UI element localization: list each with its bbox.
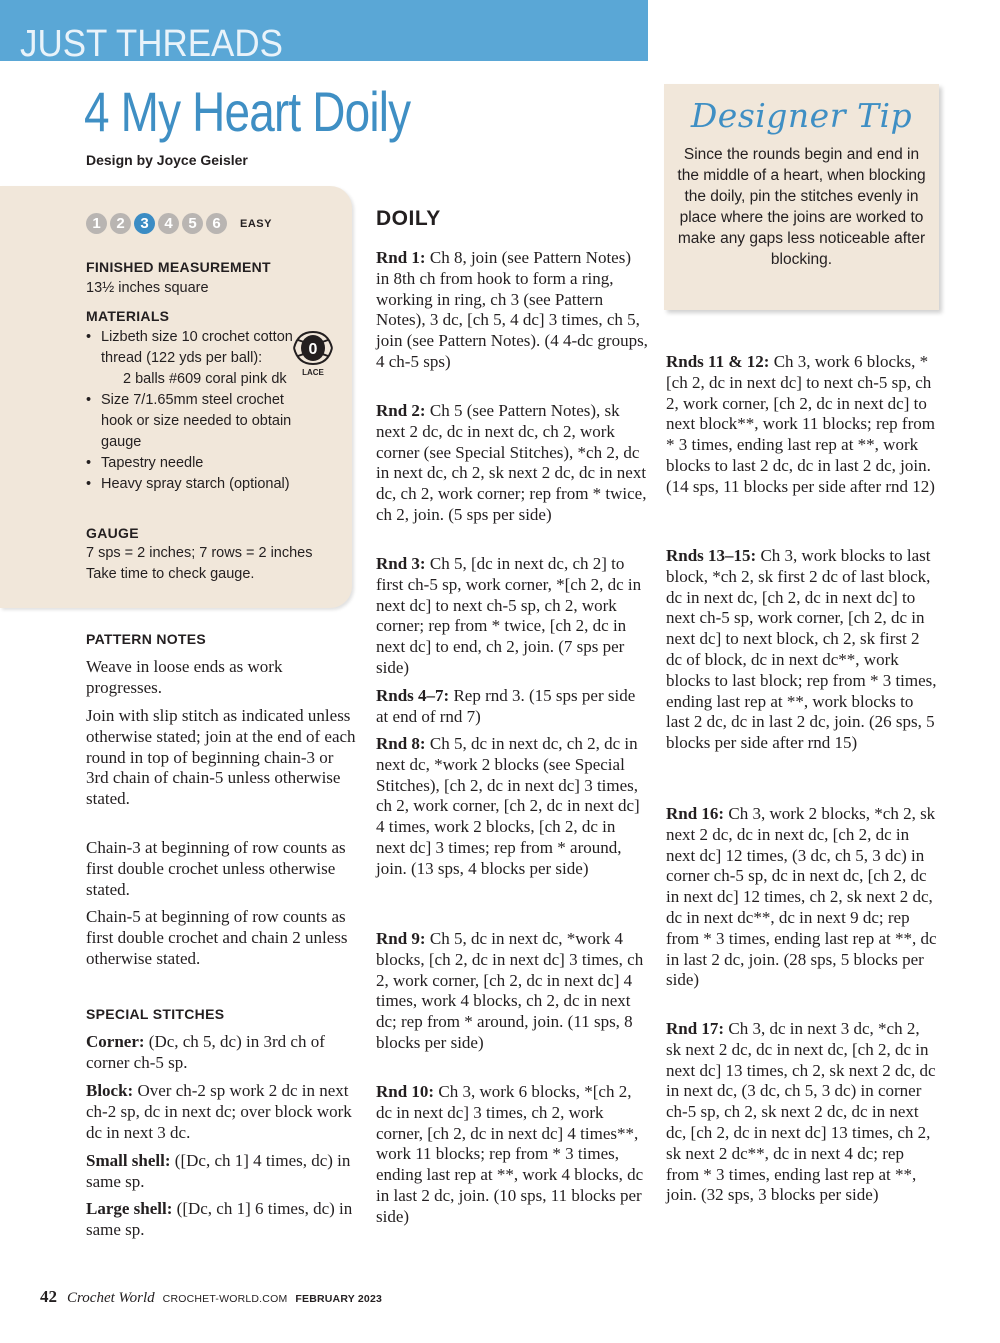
stitch-term: Block: [86, 1081, 134, 1100]
skill-level-5: 5 [182, 213, 203, 234]
stitch-def: ([Dc, ch 1] 6 times, dc) in same sp. [86, 1199, 353, 1239]
pattern-note: Weave in loose ends as work progresses. [86, 657, 283, 697]
yarn-weight-label: LACE [302, 368, 324, 377]
round-9: Rnd 9: Ch 5, dc in next dc, *work 4 blocks, [ch 2, dc in next dc] 3 times, ch 2, work corner, [ch 2, dc in next dc] 4 times, work 4 blocks, ch 2, dc in next dc; rep from * around, join. (11 sps, 8 blocks per side) [376, 929, 644, 1052]
stitch-term: Large shell: [86, 1199, 173, 1218]
stitch-def: (Dc, ch 5, dc) in 3rd ch of corner ch-5 sp. [86, 1032, 325, 1072]
magazine-name: Crochet World [67, 1290, 155, 1306]
skill-level-2: 2 [110, 213, 131, 234]
doily-heading: DOILY [376, 207, 441, 230]
special-stitches-heading: SPECIAL STITCHES [86, 1006, 225, 1022]
section-label: JUST THREADS [20, 23, 283, 65]
rounds-11-12: Rnds 11 & 12: Ch 3, work 6 blocks, *[ch 2, dc in next dc] to next ch-5 sp, ch 2, work corner, [ch 2, dc in next dc] to next block**, work 11 blocks; rep from * 3 times, ending last rep at **, work blocks to last 2 dc, dc in last 2 dc, join. (14 sps, 11 blocks per side after rnd 12) [666, 352, 935, 496]
designer-tip-text: Since the rounds begin and end in the middle of a heart, when blocking the doily, pin the stitches evenly in place where the joins are worked to make any gaps less noticeable after blocking. [677, 146, 926, 268]
finished-measurement-value: 13½ inches square [86, 280, 209, 296]
round-10: Rnd 10: Ch 3, work 6 blocks, *[ch 2, dc in next dc] 3 times, ch 2, work corner, [ch 2, dc in next dc] 4 times**, work 11 blocks; rep from * 3 times, ending last rep at **, work 4 blocks, dc in last 2 dc, join. (10 sps, 11 blocks per side) [376, 1082, 644, 1226]
skill-label: EASY [240, 217, 272, 230]
special-stitch-block [86, 1081, 358, 1143]
page-title: 4 My Heart Doily [84, 80, 411, 143]
round-16: Rnd 16: Ch 3, work 2 blocks, *ch 2, sk next 2 dc, dc in next dc, [ch 2, dc in next dc] 12 times, (3 dc, ch 5, 3 dc) in corner ch-5 sp, dc in next dc, [ch 2, dc in next dc] 12 times, ch 2, sk next 2 dc, dc in next dc**, dc in next 9 dc; rep from * 3 times, ending last rep at **, dc in last 2 dc, join. (28 sps, 5 blocks per side) [666, 804, 937, 990]
gauge-line-1: 7 sps = 2 inches; 7 rows = 2 inches [86, 545, 313, 561]
materials-heading: MATERIALS [86, 308, 170, 324]
stitch-def: ([Dc, ch 1] 4 times, dc) in same sp. [86, 1151, 351, 1191]
designer-tip-box [664, 84, 939, 310]
rounds-4-7: Rnds 4–7: Rep rnd 3. (15 sps per side at end of rnd 7) [376, 686, 636, 726]
round-8: Rnd 8: Ch 5, dc in next dc, ch 2, dc in next dc, *work 2 blocks (see Special Stitches), [ch 2, dc in next dc] 3 times, ch 2, work corner, [ch 2, dc in next dc] 4 times, work 2 blocks, [ch 2, dc in next dc] 3 times; rep from * around, join. (13 sps, 4 blocks per side) [376, 734, 640, 878]
special-stitch-small-shell [86, 1151, 358, 1193]
pattern-note: Join with slip stitch as indicated unless otherwise stated; join at the end of each round in top of beginning chain-3 or 3rd chain of chain-5 unless otherwise stated. [86, 706, 356, 809]
special-stitch-corner [86, 1032, 358, 1074]
yarn-weight-lace-icon [290, 328, 336, 378]
page-number: 42 [40, 1287, 57, 1306]
round-2: Rnd 2: Ch 5 (see Pattern Notes), sk next 2 dc, dc in next dc, ch 2, work corner (see Special Stitches), *ch 2, dc in next dc, ch 2, sk next 2 dc, dc in next dc, ch 2, work corner; rep from * twice, ch 2, join. (5 sps per side) [376, 401, 647, 524]
stitch-term: Corner: [86, 1032, 145, 1051]
footer [40, 1287, 382, 1307]
gauge-heading: GAUGE [86, 525, 139, 541]
skill-level-6: 6 [206, 213, 227, 234]
stitch-def: Over ch-2 sp work 2 dc in next ch-2 sp, dc in next dc; over block work dc in next 3 dc. [86, 1081, 352, 1142]
skill-level-4: 4 [158, 213, 179, 234]
round-17: Rnd 17: Ch 3, dc in next 3 dc, *ch 2, sk next 2 dc, dc in next dc, [ch 2, dc in next dc] 13 times, ch 2, sk next 2 dc, dc in next dc, (3 dc, ch 5, 3 dc) in corner ch-5 sp, ch 2, sk next 2 dc, dc in next dc, [ch 2, dc in next dc] 13 times, ch 2, sk next 2 dc**, dc in next 4 dc; rep from * 3 times, ending last rep at **, join. (32 sps, 3 blocks per side) [666, 1019, 936, 1205]
pattern-note: Chain-5 at beginning of row counts as first double crochet and chain 2 unless otherwise stated. [86, 907, 348, 968]
list-item: 2 balls #609 coral pink dk [123, 371, 287, 387]
skill-level-1: 1 [86, 213, 107, 234]
rounds-13-15: Rnds 13–15: Ch 3, work blocks to last block, *ch 2, sk first 2 dc of last block, dc in next dc, [ch 2, dc in next dc] to next ch-5 sp, work corner, [ch 2, dc in next dc] to next block, ch 2, sk first 2 dc of block, dc in next dc**, work blocks to last block; rep from * 3 times, ending last rep at **, work blocks to last 2 dc, dc in last 2 dc, join. (26 sps, 5 blocks per side after rnd 15) [666, 546, 937, 753]
special-stitch-large-shell [86, 1199, 358, 1241]
list-item: • Size 7/1.65mm steel crochet hook or size needed to obtain gauge [86, 390, 311, 453]
pattern-notes-heading: PATTERN NOTES [86, 631, 207, 647]
skill-level [86, 213, 272, 234]
designer-tip-title: Designer Tip [690, 96, 913, 135]
byline: Design by Joyce Geisler [86, 152, 248, 168]
magazine-url: CROCHET-WORLD.COM [162, 1293, 288, 1305]
materials-list [86, 327, 311, 495]
list-item: • Tapestry needle [86, 453, 311, 474]
gauge-line-2: Take time to check gauge. [86, 566, 255, 582]
pattern-note: Chain-3 at beginning of row counts as first double crochet unless otherwise stated. [86, 838, 346, 899]
list-item: • Heavy spray starch (optional) [86, 474, 311, 495]
issue-date: FEBRUARY 2023 [295, 1293, 383, 1305]
round-1: Rnd 1: Ch 8, join (see Pattern Notes) in 8th ch from hook to form a ring, working in ring, ch 3 (see Pattern Notes), 3 dc, [ch 5, 4 dc] 3 times, ch 5, join (see Pattern Notes). (4 4-dc groups, 4 ch-5 sps) [376, 248, 648, 371]
round-3: Rnd 3: Ch 5, [dc in next dc, ch 2] to first ch-5 sp, work corner, *[ch 2, dc in next dc] to next ch-5 sp, ch 2, work corner; rep from * twice, [ch 2, dc in next dc] to end, ch 2, join. (7 sps per side) [376, 554, 642, 677]
yarn-weight-number: 0 [308, 341, 318, 358]
finished-measurement-heading: FINISHED MEASUREMENT [86, 259, 271, 275]
stitch-term: Small shell: [86, 1151, 171, 1170]
skill-level-3-active: 3 [134, 213, 155, 234]
list-item: • Lizbeth size 10 crochet cotton thread (122 yds per ball): [86, 327, 311, 369]
